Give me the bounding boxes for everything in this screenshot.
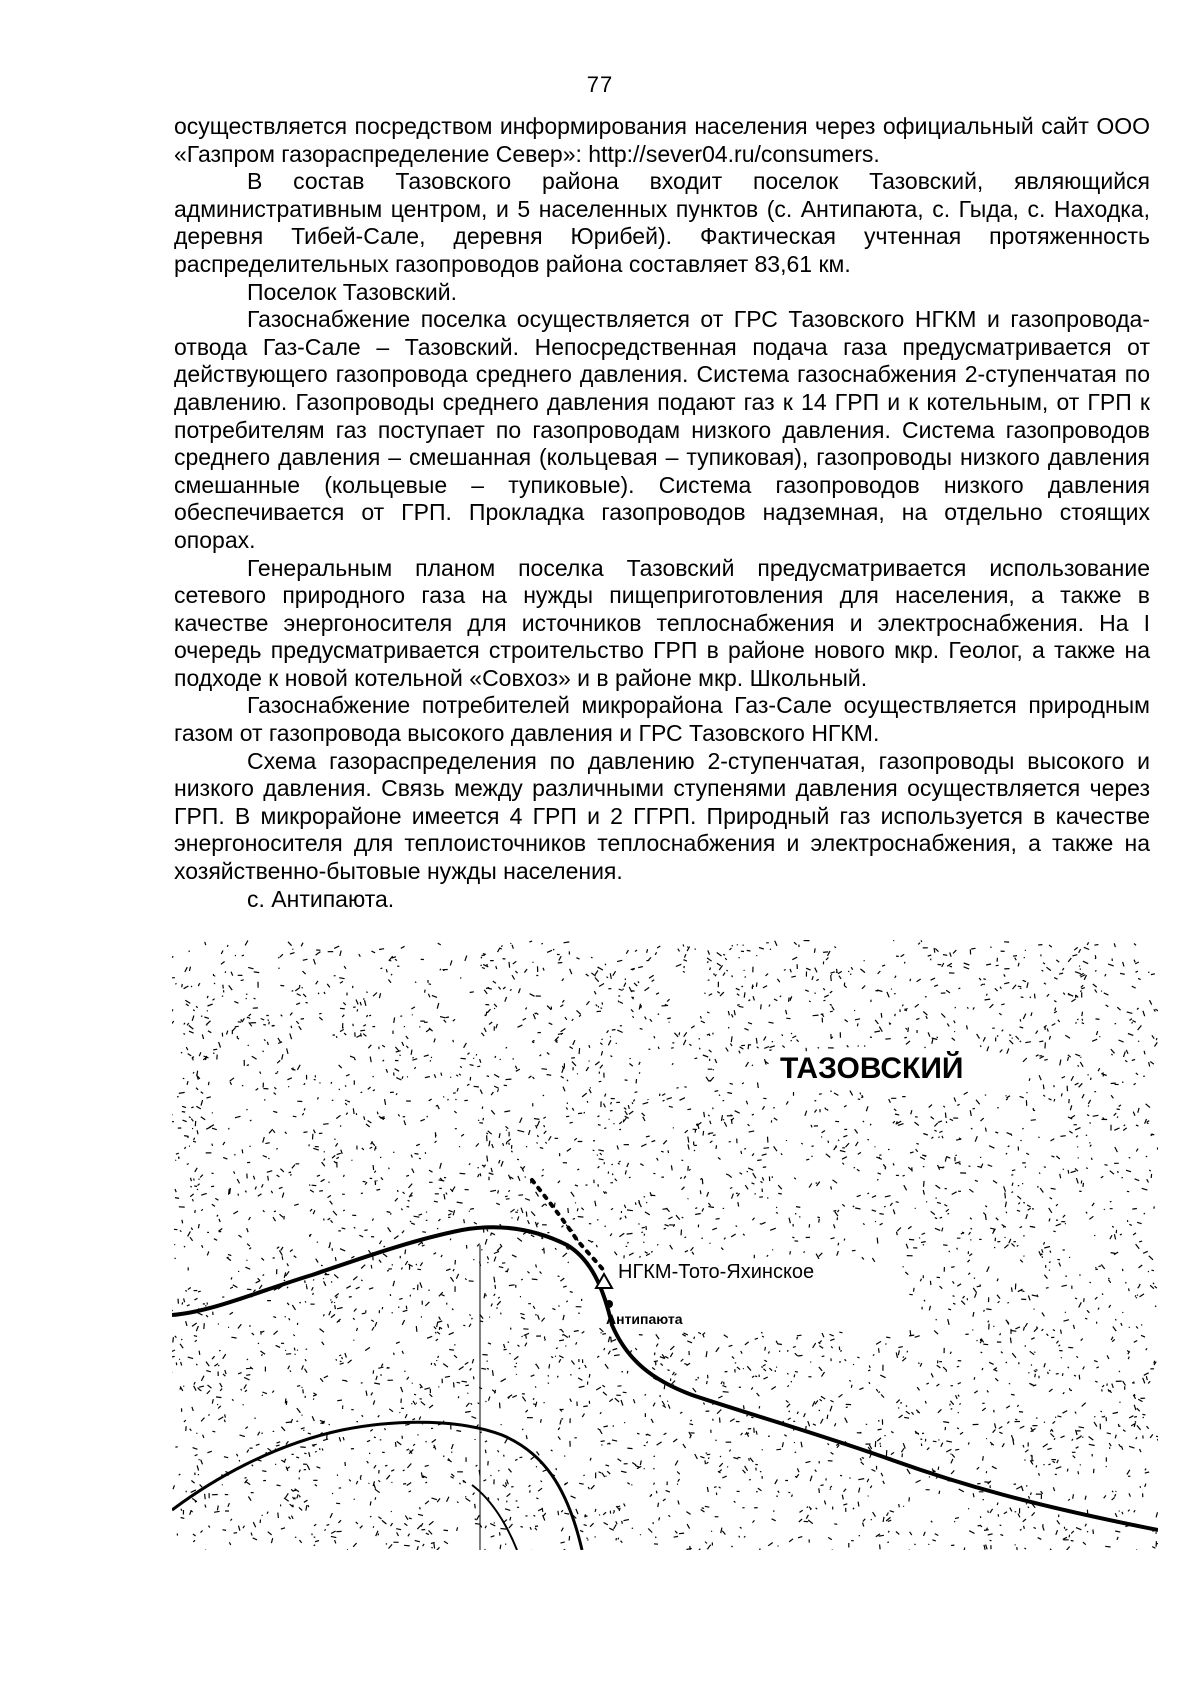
paragraph: Схема газораспределения по давлению 2-ступенчатая, газопроводы высокого и низкого давления. Связь между различными ступенями давления осуществляется через ГРП. В микрорайоне имеется 4 ГРП и 2 ГГРП. Природный газ используется в качестве энергоносителя для теплоисточников теплоснабжения и электроснабжения, а также на хозяйственно-бытовые нужды населения.: [174, 747, 1150, 885]
gas-pipeline-route: [532, 1180, 605, 1272]
map-label-tazovsky: ТАЗОВСКИЙ: [780, 1052, 964, 1085]
section-heading-tazovsky: Поселок Тазовский.: [247, 278, 458, 305]
map-terrain-texture: [172, 940, 1158, 1550]
map-label-field: НГКМ-Тото-Яхинское: [618, 1261, 815, 1283]
settlement-marker-icon: [605, 1300, 613, 1308]
paragraph: В состав Тазовского района входит поселок Тазовский, являющийся административным центром, и 5 населенных пунктов (с. Антипаюта, с. Гыда, с. Находка, деревня Тибей-Сале, деревня Юрибей). Фактическая учтенная протяженность распределительных газопроводов района составляет 83,61 км.: [174, 168, 1150, 277]
page-number: 77: [586, 72, 614, 97]
paragraph: осуществляется посредством информирования населения через официальный сайт ООО «Газпром газораспределение Север»: http://sever04.ru/consumers.: [174, 113, 1150, 167]
paragraph: Газоснабжение поселка осуществляется от ГРС Тазовского НГКМ и газопровода-отвода Газ-Сале – Тазовский. Непосредственная подача газа предусматривается от действующего газопровода среднего давления. Система газоснабжения 2-ступенчатая по давлению. Газопроводы среднего давления подают газ к 14 ГРП и к котельным, от ГРП к потребителям газ поступает по газопроводам низкого давления. Система газопроводов среднего давления – смешанная (кольцевая – тупиковая), газопроводы низкого давления смешанные (кольцевые – тупиковые). Система газопроводов низкого давления обеспечивается от ГРП. Прокладка газопроводов надземная, на отдельно стоящих опорах.: [174, 306, 1150, 553]
coastline-peninsula: [172, 1422, 582, 1550]
document-body: [174, 113, 1150, 913]
terrain-speckle-marks: [172, 940, 1158, 1550]
section-heading-antipayuta: с. Антипаюта.: [247, 885, 395, 912]
paragraph: Газоснабжение потребителей микрорайона Газ-Сале осуществляется природным газом от газопровода высокого давления и ГРС Тазовского НГКМ.: [174, 692, 1150, 747]
paragraph: Генеральным планом поселка Тазовский предусматривается использование сетевого природного газа на нужды пищеприготовления для населения, а также в качестве энергоносителя для источников теплоснабжения и электроснабжения. На I очередь предусматривается строительство ГРП в районе нового мкр. Геолог, а также на подходе к новой котельной «Совхоз» и в районе мкр. Школьный.: [174, 554, 1150, 691]
area-map: [172, 940, 1158, 1550]
map-canvas: [172, 940, 1158, 1550]
map-label-antipayuta: Антипаюта: [606, 1311, 683, 1327]
